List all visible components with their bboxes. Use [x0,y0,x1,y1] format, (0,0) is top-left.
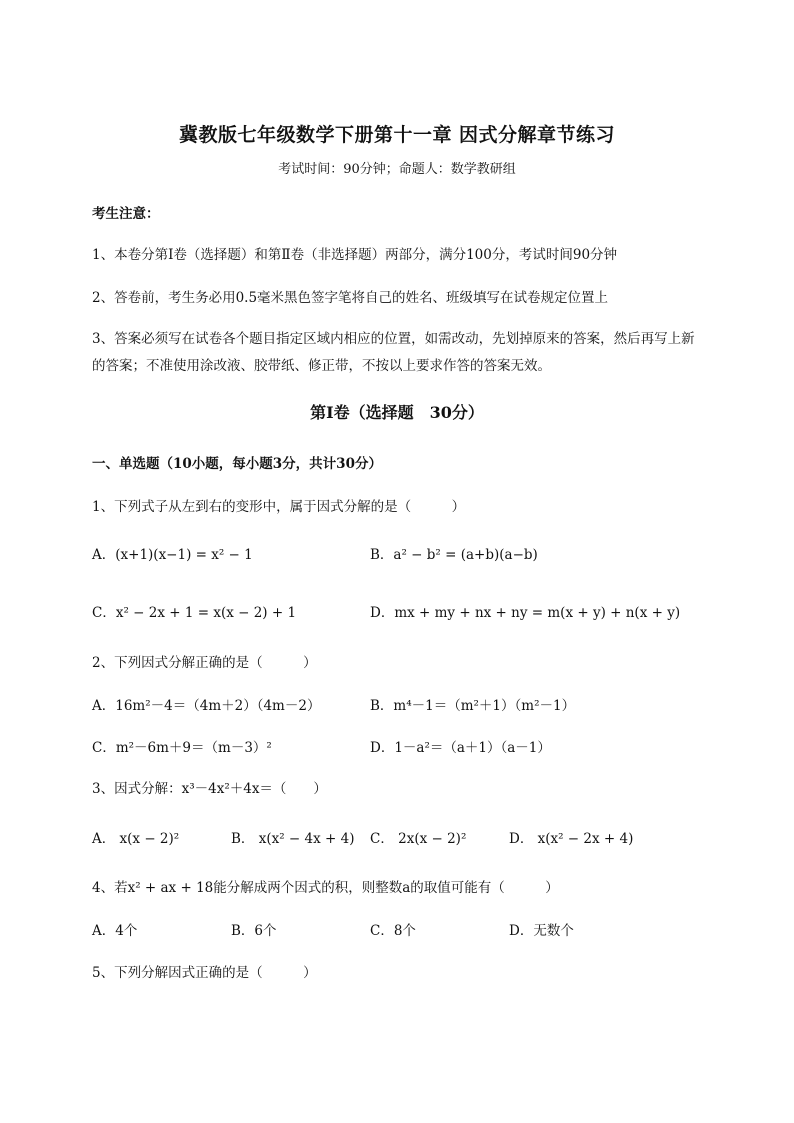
notice-item: 3、答案必须写在试卷各个题目指定区域内相应的位置，如需改动，先划掉原来的答案，然后再写上新 [92,331,695,347]
page-title: 冀教版七年级数学下册第十一章 因式分解章节练习 [178,124,616,146]
question-option[interactable]: D．1－a²＝（a＋1）（a－1） [370,740,551,756]
notice-heading: 考生注意： [92,206,160,222]
question-option[interactable]: D． x(x² − 2x + 4) [509,831,634,847]
question-stem: 1、下列式子从左到右的变形中，属于因式分解的是（ ） [92,499,466,515]
question-option[interactable]: B．m⁴－1＝（m²＋1）（m²－1） [370,698,576,714]
question-option[interactable]: A．(x+1)(x−1) = x² − 1 [92,547,253,563]
exam-info: 考试时间：90分钟；命题人：数学教研组 [278,162,516,177]
question-option[interactable]: B． x(x² − 4x + 4) [231,831,355,847]
question-option[interactable]: B．6个 [231,923,277,939]
part-heading: 一、单选题（10小题，每小题3分，共计30分） [92,456,382,472]
question-option[interactable]: D．mx + my + nx + ny = m(x + y) + n(x + y) [370,605,681,621]
question-stem: 3、因式分解：x³－4x²＋4x＝（ ） [92,781,327,797]
question-option[interactable]: C．m²－6m＋9＝（m－3）² [92,740,272,756]
question-option[interactable]: A． x(x − 2)² [92,831,180,847]
notice-item: 的答案；不准使用涂改液、胶带纸、修正带，不按以上要求作答的答案无效。 [92,358,551,374]
question-option[interactable]: C．8个 [370,923,416,939]
question-option[interactable]: A．4个 [92,923,138,939]
question-stem: 2、下列因式分解正确的是（ ） [92,655,317,671]
question-stem: 5、下列分解因式正确的是（ ） [92,965,317,981]
question-option[interactable]: A．16m²－4＝（4m＋2）（4m－2） [92,698,321,714]
question-stem: 4、若x² + ax + 18能分解成两个因式的积，则整数a的取值可能有（ ） [92,880,559,896]
section-title: 第I卷（选择题 30分） [310,403,484,422]
notice-item: 1、本卷分第I卷（选择题）和第Ⅱ卷（非选择题）两部分，满分100分，考试时间90分钟 [92,247,618,263]
question-option[interactable]: D．无数个 [509,923,574,939]
notice-item: 2、答卷前，考生务必用0.5毫米黑色签字笔将自己的姓名、班级填写在试卷规定位置上 [92,290,609,306]
question-option[interactable]: C．x² − 2x + 1 = x(x − 2) + 1 [92,605,297,621]
question-option[interactable]: C． 2x(x − 2)² [370,831,467,847]
question-option[interactable]: B．a² − b² = (a+b)(a−b) [370,547,538,563]
